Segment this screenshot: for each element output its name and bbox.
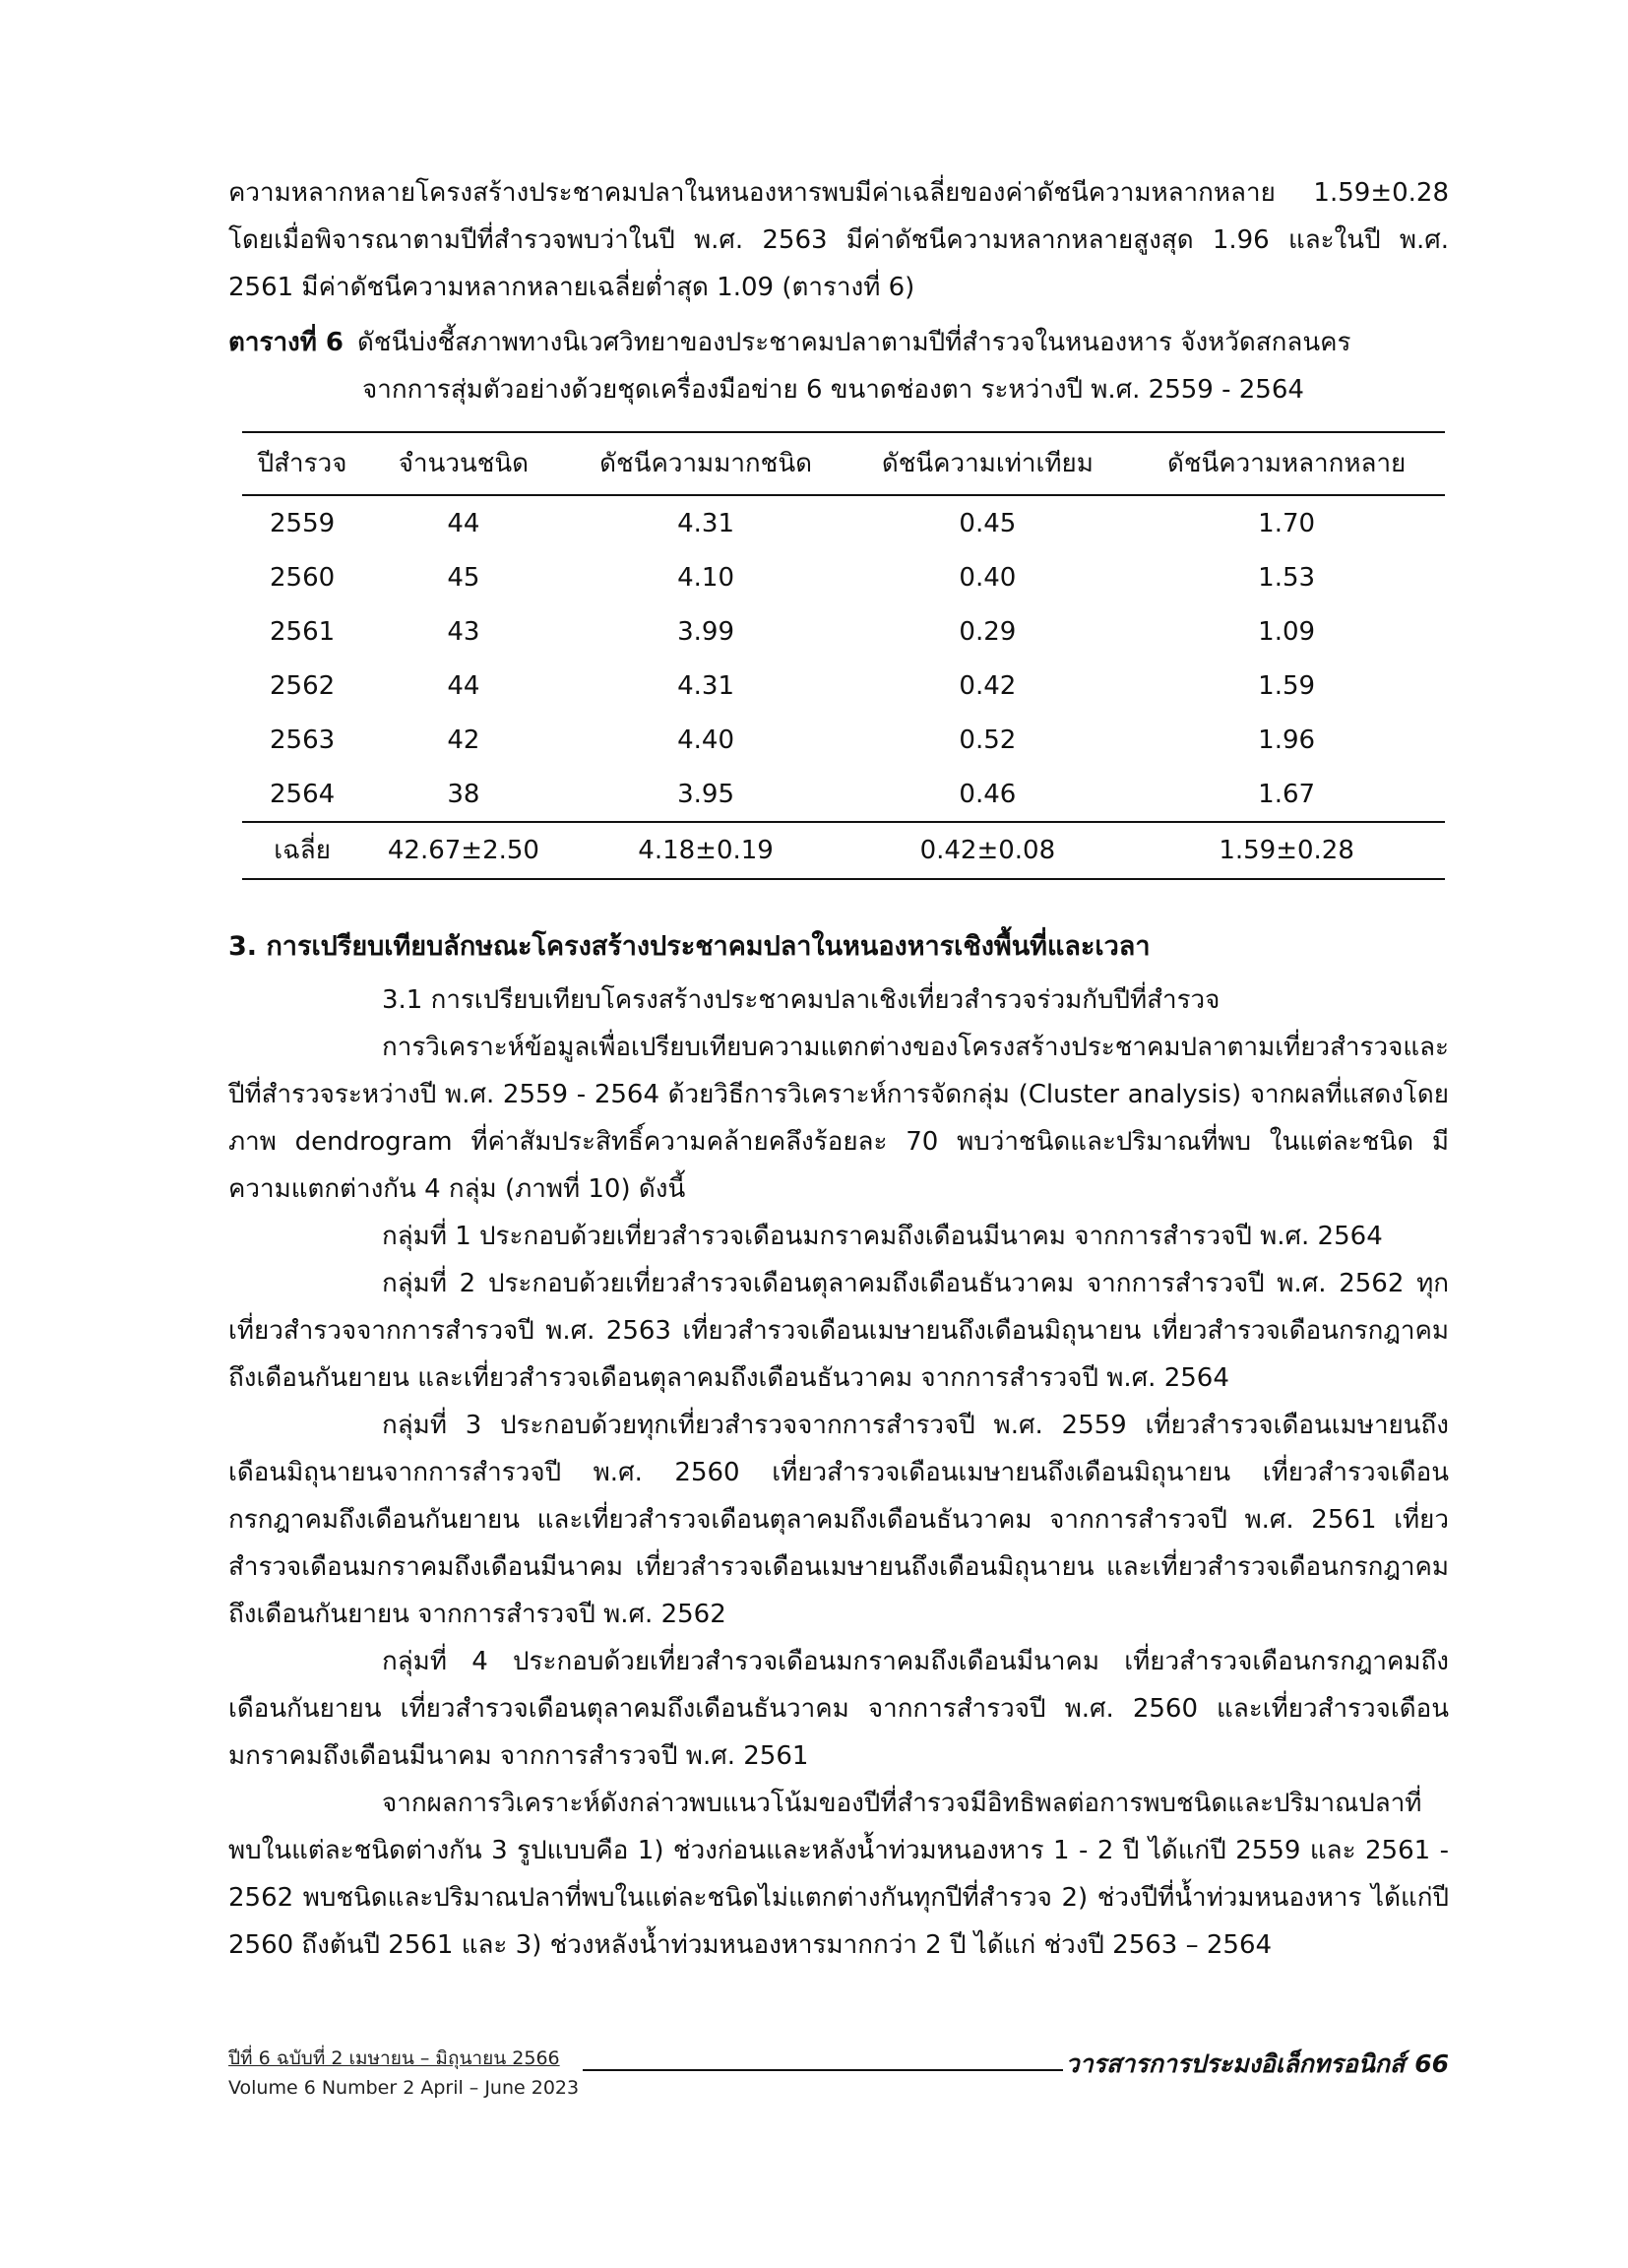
footer-journal-name: วารสารการประมงอิเล็กทรอนิกส์ bbox=[1065, 2049, 1406, 2078]
table-row bbox=[242, 659, 1445, 713]
cell-evenness: 0.29 bbox=[959, 616, 1017, 647]
cell-species: 43 bbox=[447, 616, 480, 647]
page-footer bbox=[228, 2044, 1449, 2112]
header-richness-index: ดัชนีความมากชนิด bbox=[565, 432, 847, 495]
cell-average-richness: 4.18±0.19 bbox=[565, 822, 847, 879]
cell-year: 2564 bbox=[269, 779, 336, 809]
header-evenness-index: ดัชนีความเท่าเทียม bbox=[846, 432, 1128, 495]
section-heading: 3. การเปรียบเทียบลักษณะโครงสร้างประชาคมปลาในหนองหารเชิงพื้นที่และเวลา bbox=[228, 931, 1151, 962]
conclusion-paragraph: จากผลการวิเคราะห์ดังกล่าวพบแนวโน้มของปีที่สำรวจมีอิทธิพลต่อการพบชนิดและปริมาณปลาที่พบในแต่ละชนิดต่างกัน 3 รูปแบบคือ 1) ช่วงก่อนและหลังน้ำท่วมหนองหาร 1 - 2 ปี ได้แก่ปี 2559 และ 2561 - 2562 พบชนิดและปริมาณปลาที่พบในแต่ละชนิดไม่แตกต่างกันทุกปีที่สำรวจ 2) ช่วงปีที่น้ำท่วมหนองหาร ได้แก่ปี 2560 ถึงต้นปี 2561 และ 3) ช่วงหลังน้ำท่วมหนองหารมากกว่า 2 ปี ได้แก่ ช่วงปี 2563 – 2564 bbox=[228, 1789, 1449, 1960]
cell-evenness: 0.46 bbox=[959, 779, 1017, 809]
cell-species: 45 bbox=[447, 562, 480, 593]
footer-issue bbox=[228, 2044, 579, 2103]
cell-average-label: เฉลี่ย bbox=[242, 822, 362, 879]
cell-richness: 3.99 bbox=[677, 616, 735, 647]
cluster-analysis-paragraph: การวิเคราะห์ข้อมูลเพื่อเปรียบเทียบความแตกต่างของโครงสร้างประชาคมปลาตามเที่ยวสำรวจและปีที่สำรวจระหว่างปี พ.ศ. 2559 - 2564 ด้วยวิธีการวิเคราะห์การจัดกลุ่ม (Cluster analysis) จากผลที่แสดงโดยภาพ dendrogram ที่ค่าสัมประสิทธิ์ความคล้ายคลึงร้อยละ 70 พบว่าชนิดและปริมาณที่พบ ในแต่ละชนิด มีความแตกต่างกัน 4 กลุ่ม (ภาพที่ 10) ดังนี้ bbox=[228, 1033, 1449, 1204]
group1-paragraph: กลุ่มที่ 1 ประกอบด้วยเที่ยวสำรวจเดือนมกราคมถึงเดือนมีนาคม จากการสำรวจปี พ.ศ. 2564 bbox=[382, 1222, 1383, 1251]
cell-diversity: 1.96 bbox=[1258, 724, 1316, 755]
cell-diversity: 1.59 bbox=[1258, 670, 1316, 701]
footer-divider bbox=[583, 2069, 1063, 2071]
cell-year: 2560 bbox=[269, 562, 336, 593]
cell-year: 2561 bbox=[269, 616, 336, 647]
header-diversity-index: ดัชนีความหลากหลาย bbox=[1128, 432, 1445, 495]
cell-evenness: 0.40 bbox=[959, 562, 1017, 593]
cell-richness: 4.40 bbox=[677, 724, 735, 755]
cell-evenness: 0.42 bbox=[959, 670, 1017, 701]
table-row bbox=[242, 767, 1445, 822]
cell-species: 44 bbox=[447, 670, 480, 701]
table-average-row bbox=[242, 822, 1445, 879]
cell-evenness: 0.45 bbox=[959, 508, 1017, 538]
intro-paragraph: ความหลากหลายโครงสร้างประชาคมปลาในหนองหารพบมีค่าเฉลี่ยของค่าดัชนีความหลากหลาย 1.59±0.28 โดยเมื่อพิจารณาตามปีที่สำรวจพบว่าในปี พ.ศ. 2563 มีค่าดัชนีความหลากหลายสูงสุด 1.96 และในปี พ.ศ. 2561 มีค่าดัชนีความหลากหลายเฉลี่ยต่ำสุด 1.09 (ตารางที่ 6) bbox=[228, 178, 1449, 302]
table-row bbox=[242, 713, 1445, 767]
cell-species: 38 bbox=[447, 779, 480, 809]
cell-year: 2559 bbox=[269, 508, 336, 538]
cell-richness: 4.10 bbox=[677, 562, 735, 593]
cell-average-species: 42.67±2.50 bbox=[362, 822, 565, 879]
table-row bbox=[242, 495, 1445, 550]
table-caption-label: ตารางที่ 6 bbox=[228, 328, 344, 357]
cell-diversity: 1.09 bbox=[1258, 616, 1316, 647]
footer-issue-thai: ปีที่ 6 ฉบับที่ 2 เมษายน – มิถุนายน 2566 bbox=[228, 2048, 560, 2069]
table-caption bbox=[228, 319, 1449, 413]
cell-average-diversity: 1.59±0.28 bbox=[1128, 822, 1445, 879]
cell-year: 2562 bbox=[269, 670, 336, 701]
cell-richness: 3.95 bbox=[677, 779, 735, 809]
footer-journal bbox=[1066, 2049, 1449, 2079]
table-caption-line2: จากการสุ่มตัวอย่างด้วยชุดเครื่องมือข่าย 6 ขนาดช่องตา ระหว่างปี พ.ศ. 2559 - 2564 bbox=[362, 375, 1304, 405]
ecology-index-table bbox=[242, 431, 1445, 880]
table-caption-line1: ดัชนีบ่งชี้สภาพทางนิเวศวิทยาของประชาคมปลาตามปีที่สำรวจในหนองหาร จังหวัดสกลนคร bbox=[357, 328, 1351, 357]
subsection-heading: 3.1 การเปรียบเทียบโครงสร้างประชาคมปลาเชิงเที่ยวสำรวจร่วมกับปีที่สำรวจ bbox=[382, 985, 1221, 1015]
cell-richness: 4.31 bbox=[677, 508, 735, 538]
group2-paragraph: กลุ่มที่ 2 ประกอบด้วยเที่ยวสำรวจเดือนตุลาคมถึงเดือนธันวาคม จากการสำรวจปี พ.ศ. 2562 ทุกเที่ยวสำรวจจากการสำรวจปี พ.ศ. 2563 เที่ยวสำรวจเดือนเมษายนถึงเดือนมิถุนายน เที่ยวสำรวจเดือนกรกฎาคมถึงเดือนกันยายน และเที่ยวสำรวจเดือนตุลาคมถึงเดือนธันวาคม จากการสำรวจปี พ.ศ. 2564 bbox=[228, 1269, 1449, 1393]
cell-evenness: 0.52 bbox=[959, 724, 1017, 755]
cell-year: 2563 bbox=[269, 724, 336, 755]
table-row bbox=[242, 604, 1445, 659]
page-number: 66 bbox=[1414, 2049, 1449, 2078]
header-species-count: จำนวนชนิด bbox=[362, 432, 565, 495]
footer-issue-english: Volume 6 Number 2 April – June 2023 bbox=[228, 2077, 580, 2099]
group4-paragraph: กลุ่มที่ 4 ประกอบด้วยเที่ยวสำรวจเดือนมกราคมถึงเดือนมีนาคม เที่ยวสำรวจเดือนกรกฎาคมถึงเดือนกันยายน เที่ยวสำรวจเดือนตุลาคมถึงเดือนธันวาคม จากการสำรวจปี พ.ศ. 2560 และเที่ยวสำรวจเดือนมกราคมถึงเดือนมีนาคม จากการสำรวจปี พ.ศ. 2561 bbox=[228, 1647, 1449, 1771]
cell-species: 42 bbox=[447, 724, 480, 755]
cell-diversity: 1.53 bbox=[1258, 562, 1316, 593]
cell-richness: 4.31 bbox=[677, 670, 735, 701]
cell-diversity: 1.67 bbox=[1258, 779, 1316, 809]
table-header-row bbox=[242, 432, 1445, 495]
page-content bbox=[228, 169, 1449, 1969]
header-survey-year: ปีสำรวจ bbox=[242, 432, 362, 495]
table-row bbox=[242, 550, 1445, 604]
cell-average-evenness: 0.42±0.08 bbox=[846, 822, 1128, 879]
cell-diversity: 1.70 bbox=[1258, 508, 1316, 538]
cell-species: 44 bbox=[447, 508, 480, 538]
group3-paragraph: กลุ่มที่ 3 ประกอบด้วยทุกเที่ยวสำรวจจากการสำรวจปี พ.ศ. 2559 เที่ยวสำรวจเดือนเมษายนถึงเดือนมิถุนายนจากการสำรวจปี พ.ศ. 2560 เที่ยวสำรวจเดือนเมษายนถึงเดือนมิถุนายน เที่ยวสำรวจเดือนกรกฎาคมถึงเดือนกันยายน และเที่ยวสำรวจเดือนตุลาคมถึงเดือนธันวาคม จากการสำรวจปี พ.ศ. 2561 เที่ยวสำรวจเดือนมกราคมถึงเดือนมีนาคม เที่ยวสำรวจเดือนเมษายนถึงเดือนมิถุนายน และเที่ยวสำรวจเดือนกรกฎาคมถึงเดือนกันยายน จากการสำรวจปี พ.ศ. 2562 bbox=[228, 1411, 1449, 1629]
